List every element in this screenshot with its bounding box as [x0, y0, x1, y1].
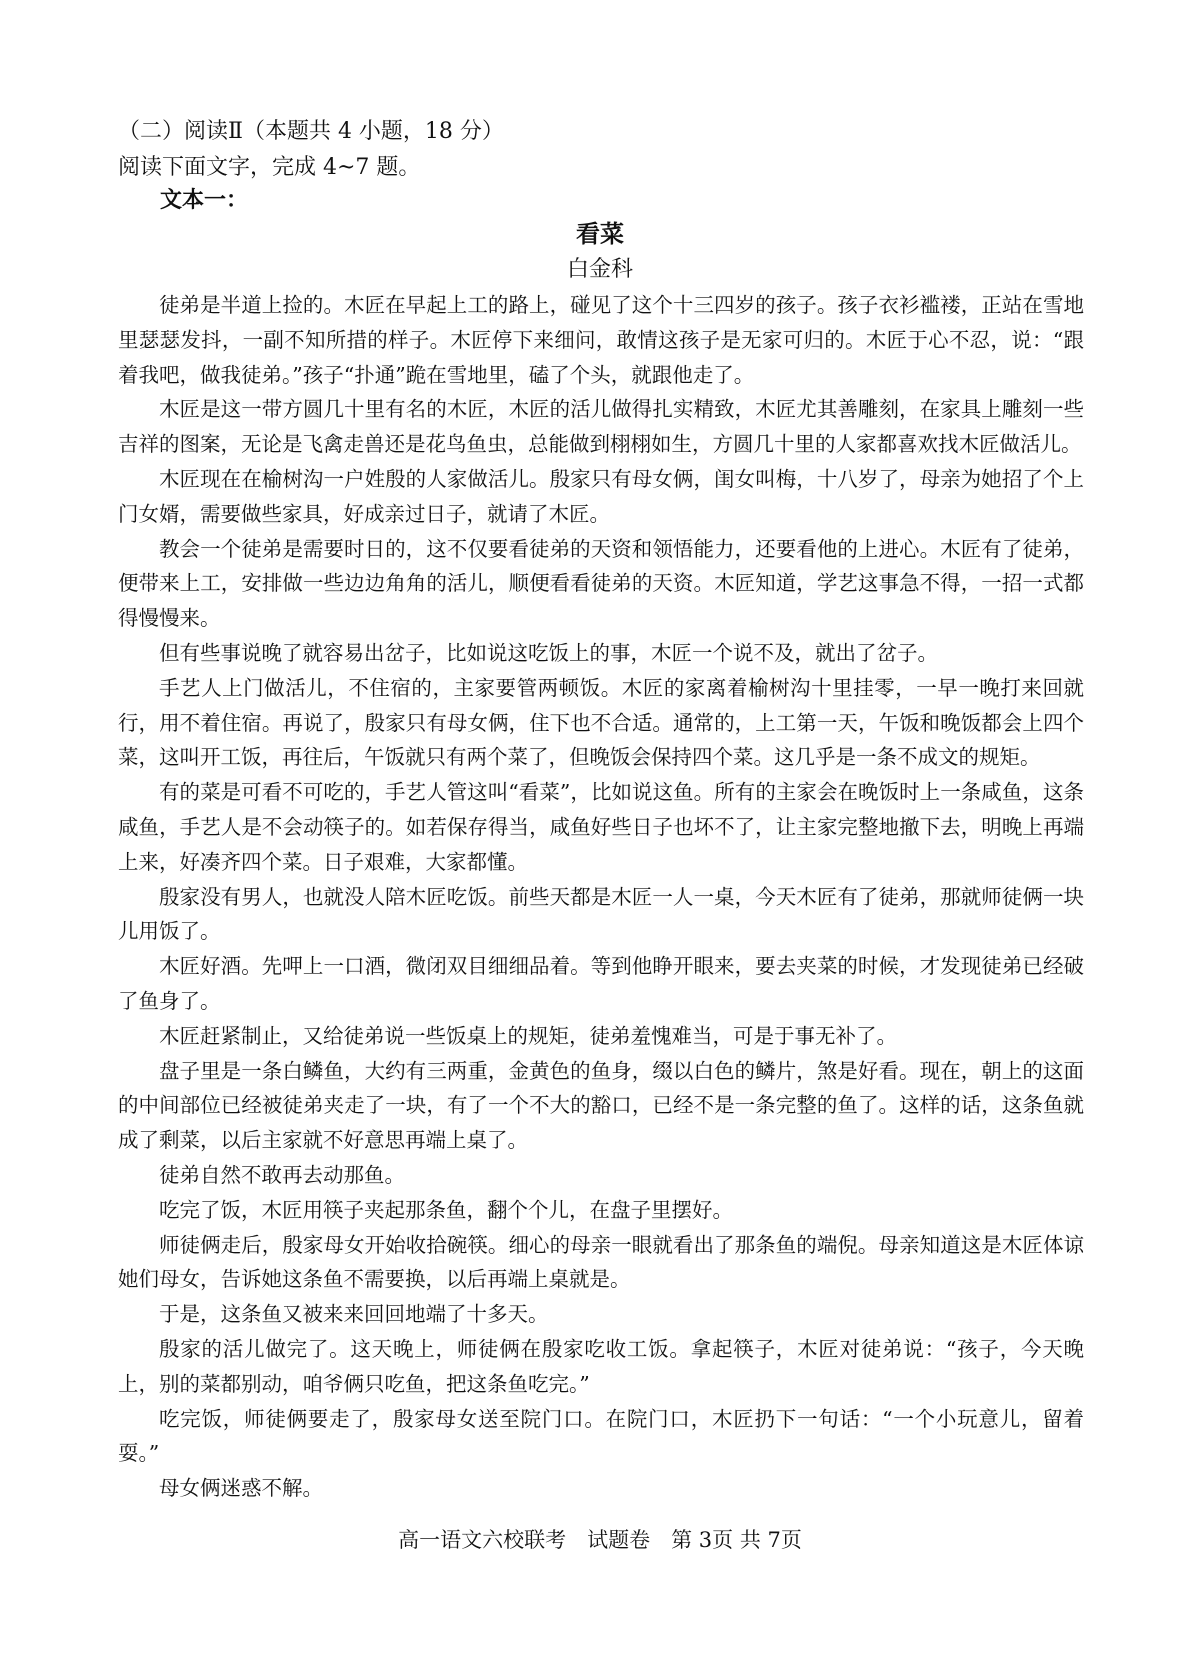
page-footer: 高一语文六校联考 试题卷 第 3页 共 7页	[398, 1528, 802, 1552]
paragraph: 于是，这条鱼又被来来回回地端了十多天。	[159, 1302, 549, 1327]
paragraph: 木匠是这一带方圆几十里有名的木匠，木匠的活儿做得扎实精致，木匠尤其善雕刻，在家具上雕刻一些吉祥的图案，无论是飞禽走兽还是花鸟鱼虫，总能做到栩栩如生，方圆几十里的人家都喜欢找木匠做活儿。	[118, 397, 1084, 457]
article-body	[118, 288, 1084, 1506]
paragraph: 教会一个徒弟是需要时日的，这不仅要看徒弟的天资和领悟能力，还要看他的上进心。木匠有了徒弟，便带来上工，安排做一些边边角角的活儿，顺便看看徒弟的天资。木匠知道，学艺这事急不得，一招一式都得慢慢来。	[118, 536, 1084, 631]
reading-instruction: 阅读下面文字，完成 4~7 题。	[118, 155, 421, 180]
paragraph: 殷家没有男人，也就没人陪木匠吃饭。前些天都是木匠一人一桌，今天木匠有了徒弟，那就师徒俩一块儿用饭了。	[118, 884, 1084, 944]
section-heading: （二）阅读Ⅱ（本题共 4 小题，18 分）	[118, 119, 504, 144]
paragraph: 木匠赶紧制止，又给徒弟说一些饭桌上的规矩，徒弟羞愧难当，可是于事无补了。	[159, 1023, 897, 1048]
paragraph: 母女俩迷惑不解。	[159, 1476, 323, 1501]
paragraph: 但有些事说晚了就容易出岔子，比如说这吃饭上的事，木匠一个说不及，就出了岔子。	[159, 640, 938, 665]
article-author: 白金科	[566, 257, 633, 282]
paragraph: 徒弟自然不敢再去动那鱼。	[159, 1162, 405, 1187]
paragraph: 有的菜是可看不可吃的，手艺人管这叫“看菜”，比如说这鱼。所有的主家会在晚饭时上一条咸鱼，这条咸鱼，手艺人是不会动筷子的。如若保存得当，咸鱼好些日子也坏不了，让主家完整地撤下去，明晚上再端上来，好凑齐四个菜。日子艰难，大家都懂。	[118, 780, 1084, 874]
article-title: 看菜	[576, 219, 624, 248]
paragraph: 吃完饭，师徒俩要走了，殷家母女送至院门口。在院门口，木匠扔下一句话：“一个小玩意儿，留着耍。”	[118, 1406, 1084, 1466]
paragraph: 师徒俩走后，殷家母女开始收拾碗筷。细心的母亲一眼就看出了那条鱼的端倪。母亲知道这是木匠体谅她们母女，告诉她这条鱼不需要换，以后再端上桌就是。	[118, 1232, 1084, 1292]
paragraph: 木匠现在在榆树沟一户姓殷的人家做活儿。殷家只有母女俩，闺女叫梅，十八岁了，母亲为她招了个上门女婿，需要做些家具，好成亲过日子，就请了木匠。	[118, 466, 1084, 526]
paragraph: 手艺人上门做活儿，不住宿的，主家要管两顿饭。木匠的家离着榆树沟十里挂零，一早一晚打来回就行，用不着住宿。再说了，殷家只有母女俩，住下也不合适。通常的，上工第一天，午饭和晚饭都会上四个菜，这叫开工饭，再往后，午饭就只有两个菜了，但晚饭会保持四个菜。这几乎是一条不成文的规矩。	[118, 675, 1084, 770]
text-one-label: 文本一：	[160, 187, 249, 213]
paragraph: 木匠好酒。先呷上一口酒，微闭双目细细品着。等到他睁开眼来，要去夹菜的时候，才发现徒弟已经破了鱼身了。	[118, 954, 1084, 1013]
paragraph: 吃完了饭，木匠用筷子夹起那条鱼，翻个个儿，在盘子里摆好。	[159, 1197, 733, 1222]
paragraph: 徒弟是半道上捡的。木匠在早起上工的路上，碰见了这个十三四岁的孩子。孩子衣衫褴褛，正站在雪地里瑟瑟发抖，一副不知所措的样子。木匠停下来细问，敢情这孩子是无家可归的。木匠于心不忍，说：“跟着我吧，做我徒弟。”孩子“扑通”跪在雪地里，磕了个头，就跟他走了。	[118, 293, 1084, 387]
paragraph: 殷家的活儿做完了。这天晚上，师徒俩在殷家吃收工饭。拿起筷子，木匠对徒弟说：“孩子，今天晚上，别的菜都别动，咱爷俩只吃鱼，把这条鱼吃完。”	[118, 1336, 1084, 1396]
paragraph: 盘子里是一条白鳞鱼，大约有三两重，金黄色的鱼身，缀以白色的鳞片，煞是好看。现在，朝上的这面的中间部位已经被徒弟夹走了一块，有了一个不大的豁口，已经不是一条完整的鱼了。这样的话，这条鱼就成了剩菜，以后主家就不好意思再端上桌了。	[118, 1058, 1084, 1153]
